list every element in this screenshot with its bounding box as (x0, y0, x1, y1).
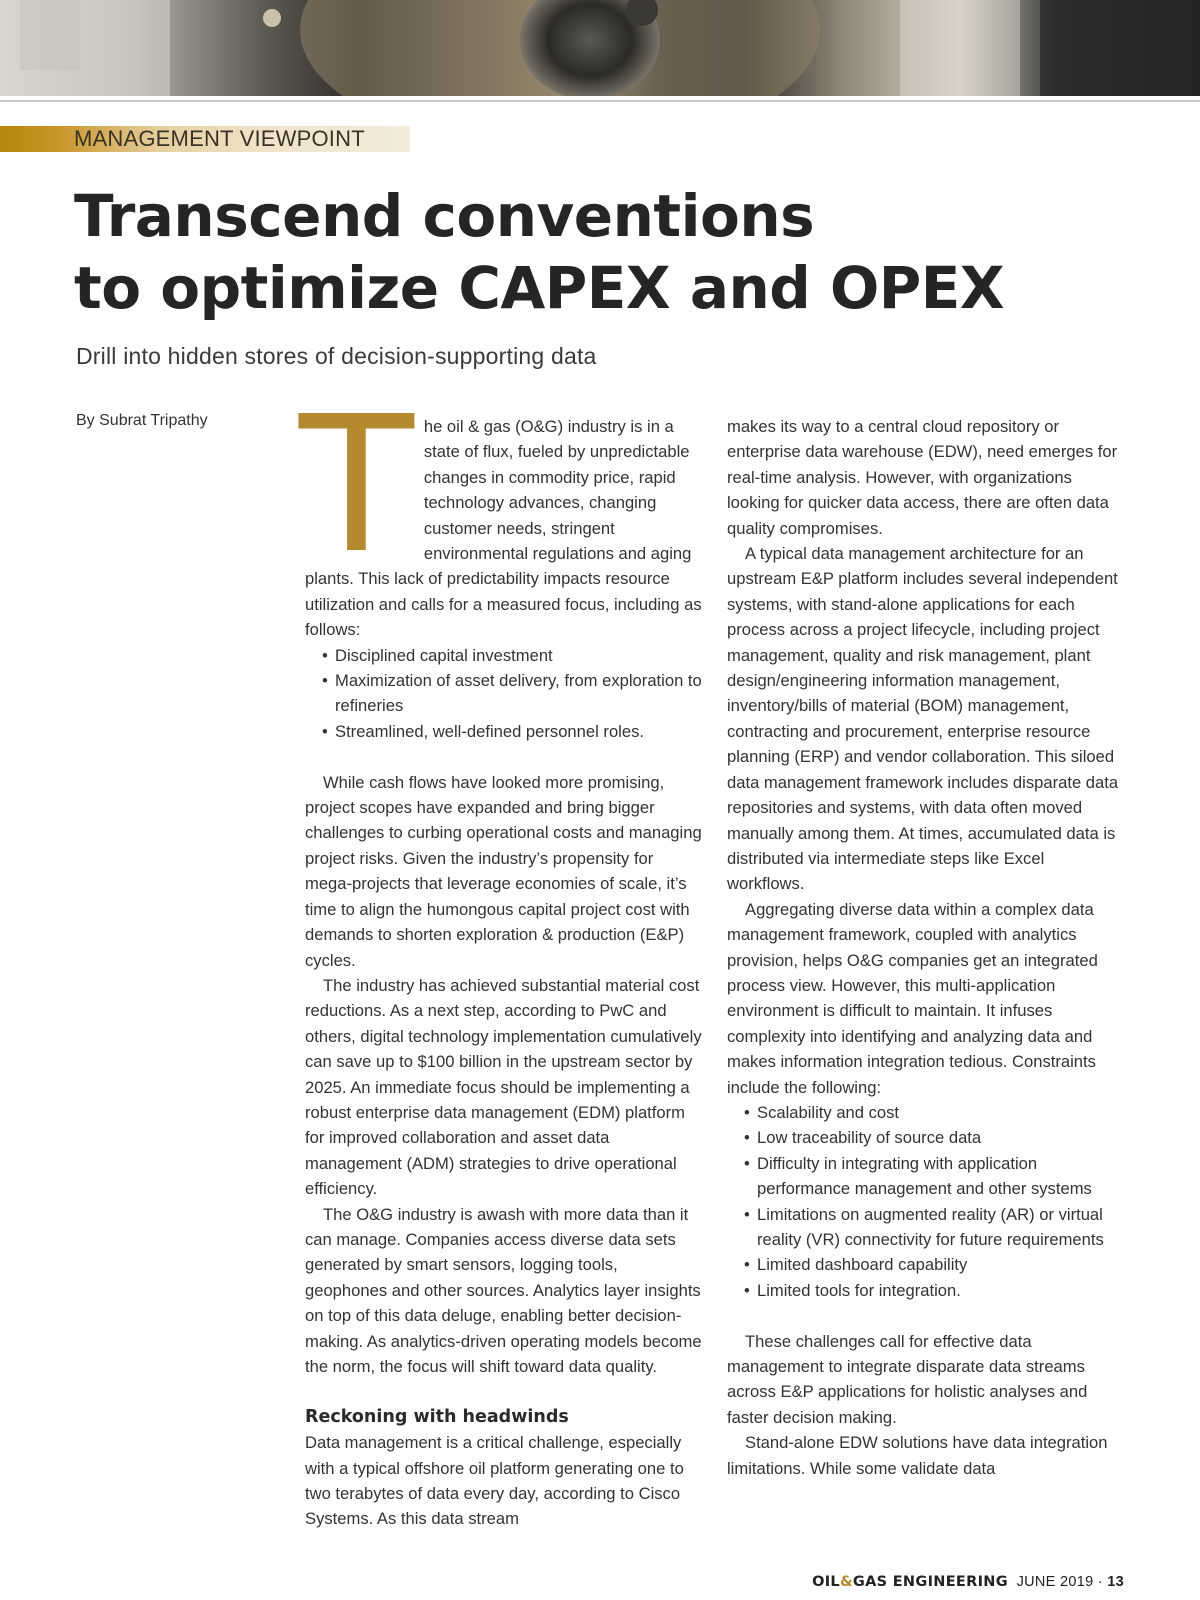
paragraph: The industry has achieved substantial material cost reductions. As a next step, according to PwC and others, digital technology implementation cumulatively can save up to $100 billion in the upstream sector by 2025. An immediate focus should be implementing a robust enterprise data management (EDM) platform for improved collaboration and asset data management (ADM) strategies to drive operational efficiency. (305, 975, 702, 1199)
magazine-name-part: OIL (812, 1574, 840, 1590)
bullet-list (305, 643, 703, 745)
section-heading: Reckoning with headwinds (305, 1406, 569, 1427)
paragraph: While cash flows have looked more promising, project scopes have expanded and bring bigger challenges to curbing operational costs and managing project risks. Given the industry’s propensity for mega-projects that leverage economies of scale, it’s time to align the humongous capital project cost with demands to shorten exploration & production (E&P) cycles. (305, 772, 702, 970)
list-item: • Disciplined capital investment (317, 643, 703, 668)
paragraph-text: he oil & gas (O&G) industry is in a state of flux, fueled by unpredictable changes in commodity price, rapid technology advances, changing customer needs, stringent environmental regulations and aging plants. This lack of predictability impacts resource utilization and calls for a measured focus, including as follows: (305, 417, 702, 640)
paragraph: makes its way to a central cloud repository or enterprise data warehouse (EDW), need emerges for real-time analysis. However, with organizations looking for quicker data access, there are often data quality compromises. (727, 417, 1118, 538)
list-item: • Low traceability of source data (739, 1125, 1125, 1150)
footer-separator: · (1097, 1574, 1103, 1590)
paragraph: Stand-alone EDW solutions have data integration limitations. While some validate data (727, 1433, 1108, 1478)
hero-photo (0, 0, 1200, 96)
list-item: • Limited tools for integration. (739, 1278, 1125, 1303)
section-label: MANAGEMENT VIEWPOINT (74, 126, 365, 151)
magazine-name-part: GAS ENGINEERING (852, 1574, 1008, 1590)
magazine-name (812, 1574, 1008, 1590)
issue-date: JUNE 2019 (1016, 1574, 1094, 1590)
list-item: • Maximization of asset delivery, from exploration to refineries (317, 668, 703, 719)
title-line-2: to optimize CAPEX and OPEX (74, 254, 1005, 322)
list-item: • Scalability and cost (739, 1100, 1125, 1125)
list-item: • Difficulty in integrating with application performance management and other systems (739, 1151, 1125, 1202)
hero-photo-graphic (0, 0, 1200, 96)
paragraph (299, 376, 703, 643)
column-1 (299, 376, 703, 1532)
title-line-1: Transcend conventions (74, 182, 815, 250)
page-number: 13 (1107, 1574, 1124, 1590)
magazine-name-ampersand: & (839, 1574, 853, 1590)
byline: By Subrat Tripathy (76, 412, 208, 429)
list-item: • Limitations on augmented reality (AR) or virtual reality (VR) connectivity for future requirements (739, 1202, 1125, 1253)
hero-divider-line (0, 100, 1200, 102)
page-footer (812, 1574, 1124, 1590)
list-item: • Streamlined, well-defined personnel roles. (317, 719, 703, 744)
paragraph: Aggregating diverse data within a complex data management framework, coupled with analytics provision, helps O&G companies get an integrated process view. However, this multi-application environment is difficult to maintain. It infuses complexity into identifying and analyzing data and makes information integration tedious. Constraints include the following: (727, 899, 1098, 1097)
bullet-list (727, 1100, 1125, 1303)
drop-cap: T (299, 376, 414, 595)
list-item: • Limited dashboard capability (739, 1252, 1125, 1277)
paragraph: These challenges call for effective data management to integrate disparate data streams across E&P applications for holistic analyses and faster decision making. (727, 1331, 1088, 1427)
article-title (74, 180, 1124, 324)
paragraph: A typical data management architecture for an upstream E&P platform includes several independent systems, with stand-alone applications for each process across a project lifecycle, including project management, quality and risk management, plant design/engineering information management, inventory/bills of material (BOM) management, contracting and procurement, enterprise resource planning (ERP) and vendor collaboration. This siloed data management framework includes disparate data repositories and systems, with data often moved manually among them. At times, accumulated data is distributed via intermediate steps like Excel workflows. (727, 544, 1119, 894)
column-2 (727, 414, 1125, 1481)
paragraph: Data management is a critical challenge, especially with a typical offshore oil platform generating one to two terabytes of data every day, according to Cisco Systems. As this data stream (305, 1433, 684, 1529)
article-subtitle: Drill into hidden stores of decision-supporting data (76, 343, 597, 369)
paragraph: The O&G industry is awash with more data than it can manage. Companies access diverse data sets generated by smart sensors, logging tools, geophones and other sources. Analytics layer insights on top of this data deluge, enabling better decision-making. As analytics-driven operating models become the norm, the focus will shift toward data quality. (305, 1204, 702, 1377)
